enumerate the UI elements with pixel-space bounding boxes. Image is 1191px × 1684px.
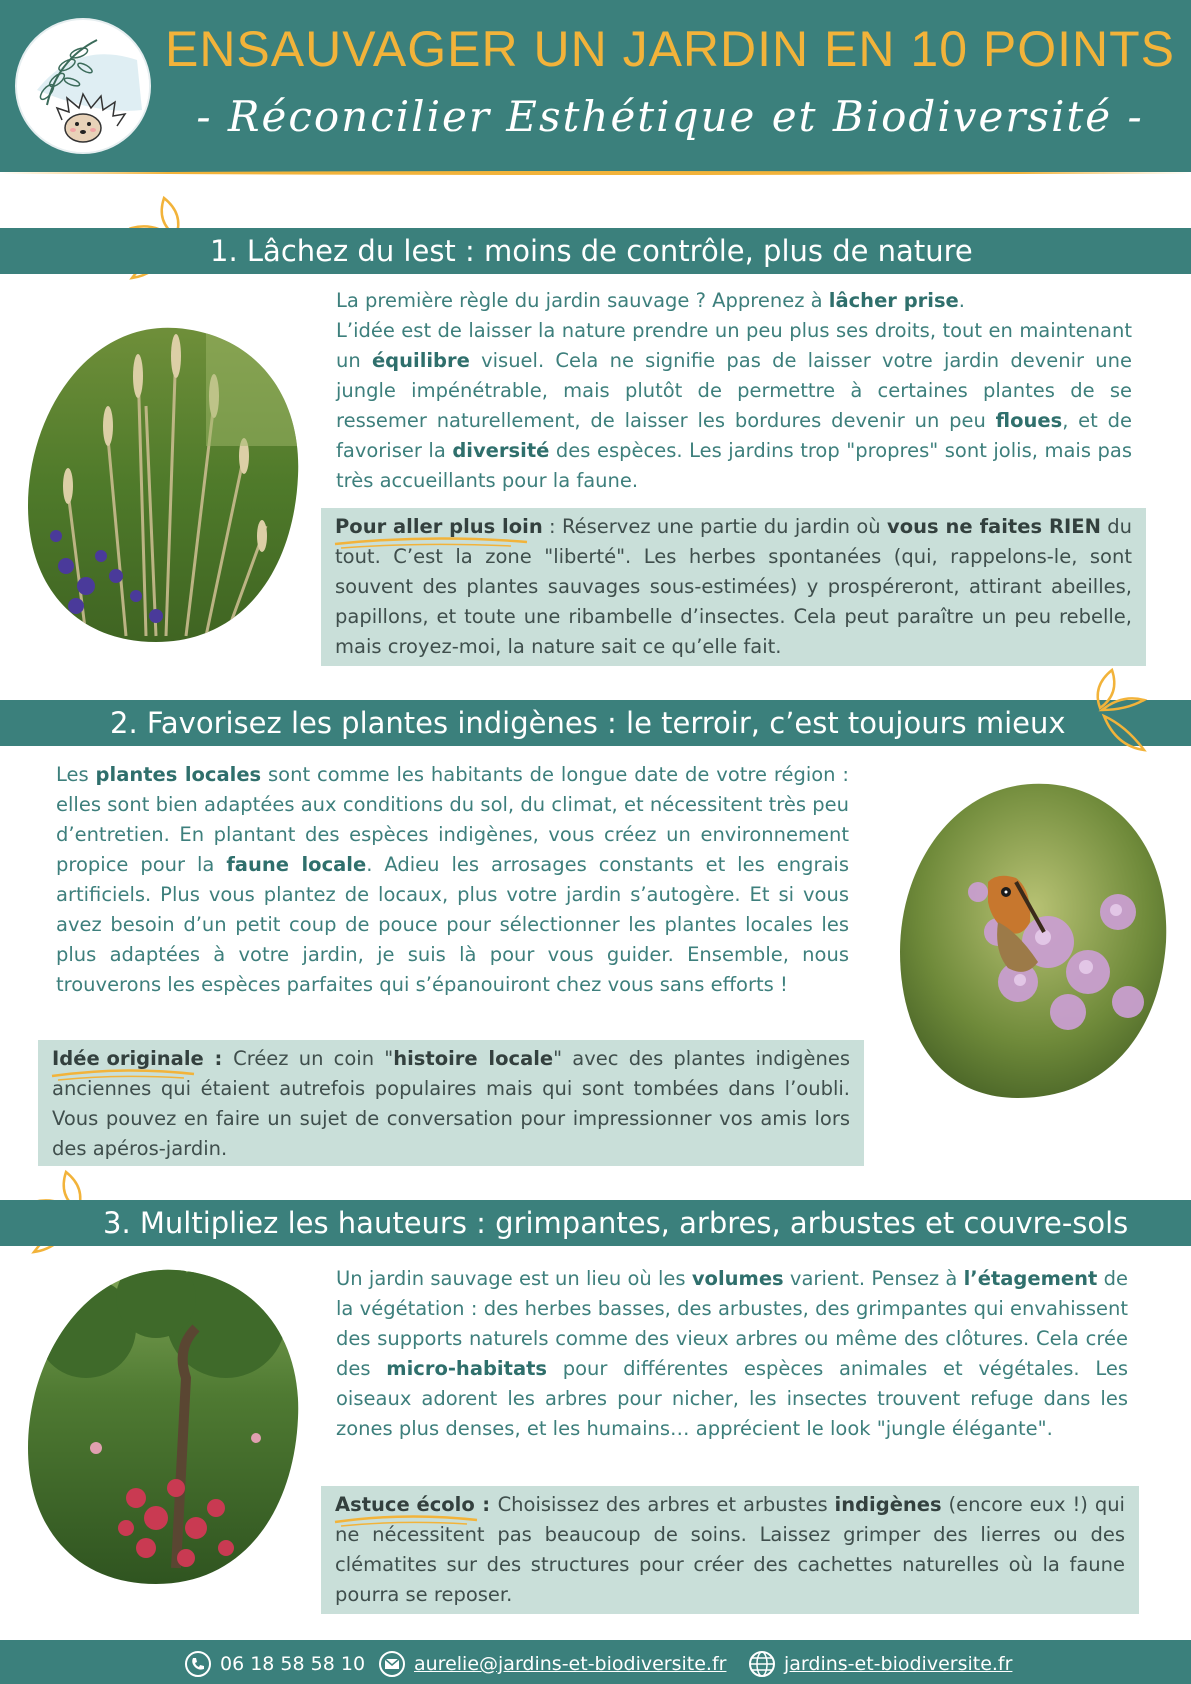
keyword: diversité xyxy=(452,439,550,462)
section-3-heading-band xyxy=(0,1200,1191,1246)
tip-label: Idée originale xyxy=(52,1044,204,1074)
keyword: volumes xyxy=(691,1267,784,1290)
section-2-heading-band xyxy=(0,700,1191,746)
section-1-tip-box: Pour aller plus loin : Réservez une partie du jardin où vous ne faites RIEN du tout. C’est la zone "liberté". Les herbes spontanées (qui, rappelons-le, sont souvent des plantes sauvages sous-estimées) y prospéreront, attirant abeilles, papillons, et toute une ribambelle d’insectes. Cela peut paraître un peu rebelle, mais croyez-moi, la nature sait ce qu’elle fait. xyxy=(321,508,1146,666)
phone-contact[interactable] xyxy=(184,1650,365,1678)
tip-label: Pour aller plus loin xyxy=(335,512,543,542)
page-footer xyxy=(0,1640,1191,1684)
phone-icon xyxy=(184,1650,212,1678)
header-accent-line xyxy=(0,170,1191,176)
section-1-heading: 1. Lâchez du lest : moins de contrôle, plus de nature xyxy=(210,234,973,268)
keyword: l’étagement xyxy=(963,1267,1098,1290)
keyword: plantes locales xyxy=(95,763,262,786)
hedgehog-logo xyxy=(15,18,151,154)
globe-icon xyxy=(748,1650,776,1678)
page-subtitle: - Réconcilier Esthétique et Biodiversité - xyxy=(196,92,1144,141)
section-3-heading: 3. Multipliez les hauteurs : grimpantes, arbres, arbustes et couvre-sols xyxy=(103,1206,1129,1240)
keyword: lâcher prise xyxy=(828,289,959,312)
photo-wild-grasses xyxy=(26,326,300,644)
mail-icon xyxy=(378,1650,406,1678)
keyword: floues xyxy=(995,409,1063,432)
photo-layered-garden xyxy=(26,1268,300,1586)
keyword: micro-habitats xyxy=(386,1357,548,1380)
section-2-text: Les plantes locales sont comme les habitants de longue date de votre région : elles sont bien adaptées aux conditions du sol, du climat, et nécessitent très peu d’entretien. En plantant des espèces indigènes, vous créez un environnement propice pour la faune locale. Adieu les arrosages constants et les engrais artificiels. Plus vous plantez de locaux, plus votre jardin s’autogère. Et si vous avez besoin d’un petit coup de pouce pour sélectionner les plantes locales les plus adaptées à votre jardin, je suis là pour vous guider. Ensemble, nous trouverons les espèces parfaites qui s’épanouiront chez vous sans efforts ! xyxy=(56,763,849,996)
website-contact[interactable] xyxy=(748,1650,1012,1678)
keyword: équilibre xyxy=(371,349,470,372)
section-2-heading: 2. Favorisez les plantes indigènes : le terroir, c’est toujours mieux xyxy=(110,706,1066,740)
section-1-heading-band xyxy=(0,228,1191,274)
section-3-text: Un jardin sauvage est un lieu où les volumes varient. Pensez à l’étagement de la végétation : des herbes basses, des arbustes, des grimpantes qui envahissent des supports naturels comme des vieux arbres ou même des clôtures. Cela crée des micro-habitats pour différentes espèces animales et végétales. Les oiseaux adorent les arbres pour nicher, les insectes trouvent refuge dans les zones plus denses, et les humains… apprécient le look "jungle élégante". xyxy=(336,1267,1128,1440)
photo-butterfly-on-flowers xyxy=(898,782,1170,1100)
section-2-tip-box: Idée originale : Créez un coin "histoire locale" avec des plantes indigènes anciennes qui étaient autrefois populaires mais qui sont tombées dans l’oubli. Vous pouvez en faire un sujet de conversation pour impressionner vos amis lors des apéros-jardin. xyxy=(38,1040,864,1166)
page-header xyxy=(0,0,1191,172)
leaf-decoration-icon xyxy=(1088,666,1148,752)
tip-label: Astuce écolo xyxy=(335,1490,475,1520)
website-link[interactable]: jardins-et-biodiversite.fr xyxy=(784,1653,1013,1675)
email-contact[interactable] xyxy=(378,1650,726,1678)
section-3-tip-box: Astuce écolo : Choisissez des arbres et arbustes indigènes (encore eux !) qui ne nécessitent pas beaucoup de soins. Laissez grimper des lierres ou des clématites sur des structures pour créer des cachettes naturelles où la faune pourra se reposer. xyxy=(321,1486,1139,1614)
email-link[interactable]: aurelie@jardins-et-biodiversite.fr xyxy=(414,1653,727,1675)
section-1-text: La première règle du jardin sauvage ? Apprenez à lâcher prise. L’idée est de laisser la nature prendre un peu plus ses droits, tout en maintenant un équilibre visuel. Cela ne signifie pas de laisser votre jardin devenir une jungle impénétrable, mais plutôt de permettre à certaines plantes de se ressemer naturellement, de laisser les bordures devenir un peu floues, et de favoriser la diversité des espèces. Les jardins trop "propres" sont jolis, mais pas très accueillants pour la faune. xyxy=(336,289,1132,492)
page-title: ENSAUVAGER UN JARDIN EN 10 POINTS xyxy=(164,21,1176,77)
phone-number: 06 18 58 58 10 xyxy=(220,1653,366,1675)
keyword: faune locale xyxy=(226,853,367,876)
